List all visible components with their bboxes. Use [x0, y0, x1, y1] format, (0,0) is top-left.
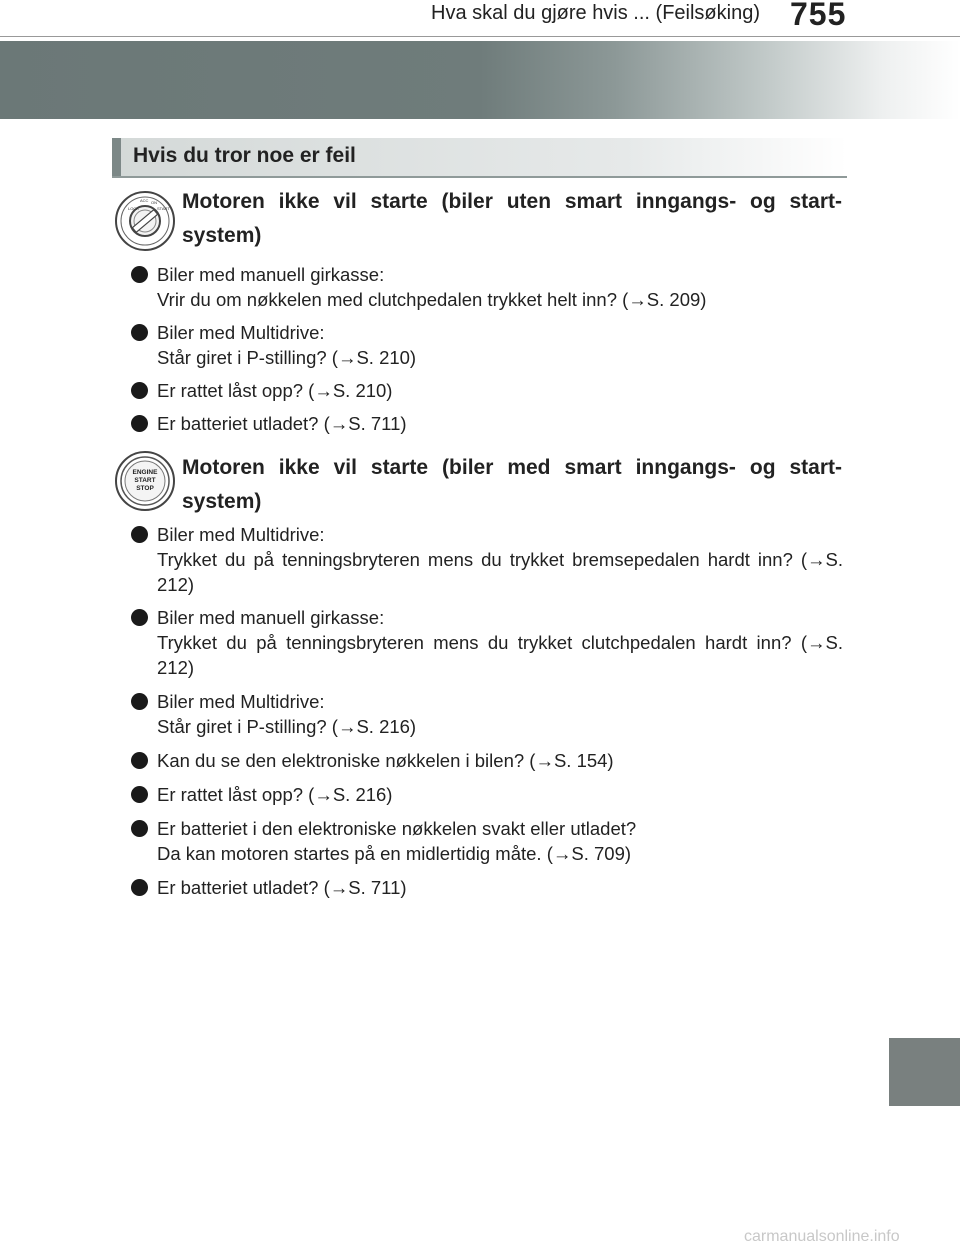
item-line: Biler med Multidrive:: [157, 691, 325, 712]
list-item: [131, 816, 843, 866]
bullet-icon: [131, 752, 148, 769]
list-item: [131, 689, 843, 739]
section-heading-accent: [112, 138, 121, 176]
list-item: [131, 320, 843, 370]
bullet-icon: [131, 526, 148, 543]
item-line: Er rattet låst opp? (→S. 210): [157, 380, 393, 401]
chapter-banner: [0, 41, 960, 119]
key-label-lock: LOCK: [128, 206, 139, 211]
item-line: Står giret i P-stilling? (→S. 210): [157, 347, 417, 368]
page-number: 755: [790, 0, 847, 32]
bullet-icon: [131, 266, 148, 283]
item-line: Biler med Multidrive:: [157, 322, 325, 343]
bullet-icon: [131, 415, 148, 432]
item-line: Biler med manuell girkasse:: [157, 264, 385, 285]
item-line: Da kan motoren startes på en midlertidig måte. (→S. 709): [157, 843, 632, 864]
list-item: [131, 875, 843, 900]
key-label-on: ON: [151, 200, 157, 205]
engine-label: ENGINE: [132, 469, 158, 476]
item-line: Står giret i P-stilling? (→S. 216): [157, 716, 417, 737]
stop-label: STOP: [136, 485, 154, 492]
key-label-start: START: [157, 206, 170, 211]
section-heading: [112, 138, 847, 178]
item-line: Biler med manuell girkasse:: [157, 607, 385, 628]
item-line: Er batteriet utladet? (→S. 711): [157, 877, 407, 898]
bullet-icon: [131, 786, 148, 803]
list-item: [131, 522, 843, 597]
list-item: [131, 782, 843, 807]
bullet-icon: [131, 382, 148, 399]
item-line: Kan du se den elektroniske nøkkelen i bilen? (→S. 154): [157, 750, 614, 771]
watermark: carmanualsonline.info: [744, 1228, 900, 1245]
start-label: START: [134, 477, 156, 484]
item-line: Er batteriet i den elektroniske nøkkelen svakt eller utladet?: [157, 818, 637, 839]
list-item: [131, 378, 843, 403]
ignition-key-switch-icon: [114, 190, 176, 252]
bullet-icon: [131, 324, 148, 341]
header-divider: [0, 36, 960, 37]
bullet-icon: [131, 609, 148, 626]
list-item: [131, 605, 843, 680]
engine-start-stop-button-icon: [114, 450, 176, 512]
chapter-thumb-tab: [889, 1038, 960, 1106]
bullet-icon: [131, 820, 148, 837]
list-item: [131, 411, 843, 436]
list-item: [131, 262, 843, 312]
item-line: Er rattet låst opp? (→S. 216): [157, 784, 393, 805]
item-line: Trykket du på tenningsbryteren mens du trykket clutchpedalen hardt inn? (→S. 212): [157, 632, 843, 678]
bullet-icon: [131, 879, 148, 896]
item-line: Vrir du om nøkkelen med clutchpedalen trykket helt inn? (→S. 209): [157, 289, 707, 310]
bullet-icon: [131, 693, 148, 710]
item-line: Biler med Multidrive:: [157, 524, 325, 545]
running-header-title: Hva skal du gjøre hvis ... (Feilsøking): [431, 2, 760, 24]
section-heading-title: Hvis du tror noe er feil: [133, 144, 356, 167]
item-line: Er batteriet utladet? (→S. 711): [157, 413, 407, 434]
subheading-no-smart-key: Motoren ikke vil starte (biler uten smart inngangs- og start-system): [182, 190, 842, 247]
item-line: Trykket du på tenningsbryteren mens du trykket bremsepedalen hardt inn? (→S. 212): [157, 549, 843, 595]
list-item: [131, 748, 843, 773]
key-label-acc: ACC: [140, 198, 149, 203]
subheading-smart-key: Motoren ikke vil starte (biler med smart inngangs- og start-system): [182, 456, 842, 513]
